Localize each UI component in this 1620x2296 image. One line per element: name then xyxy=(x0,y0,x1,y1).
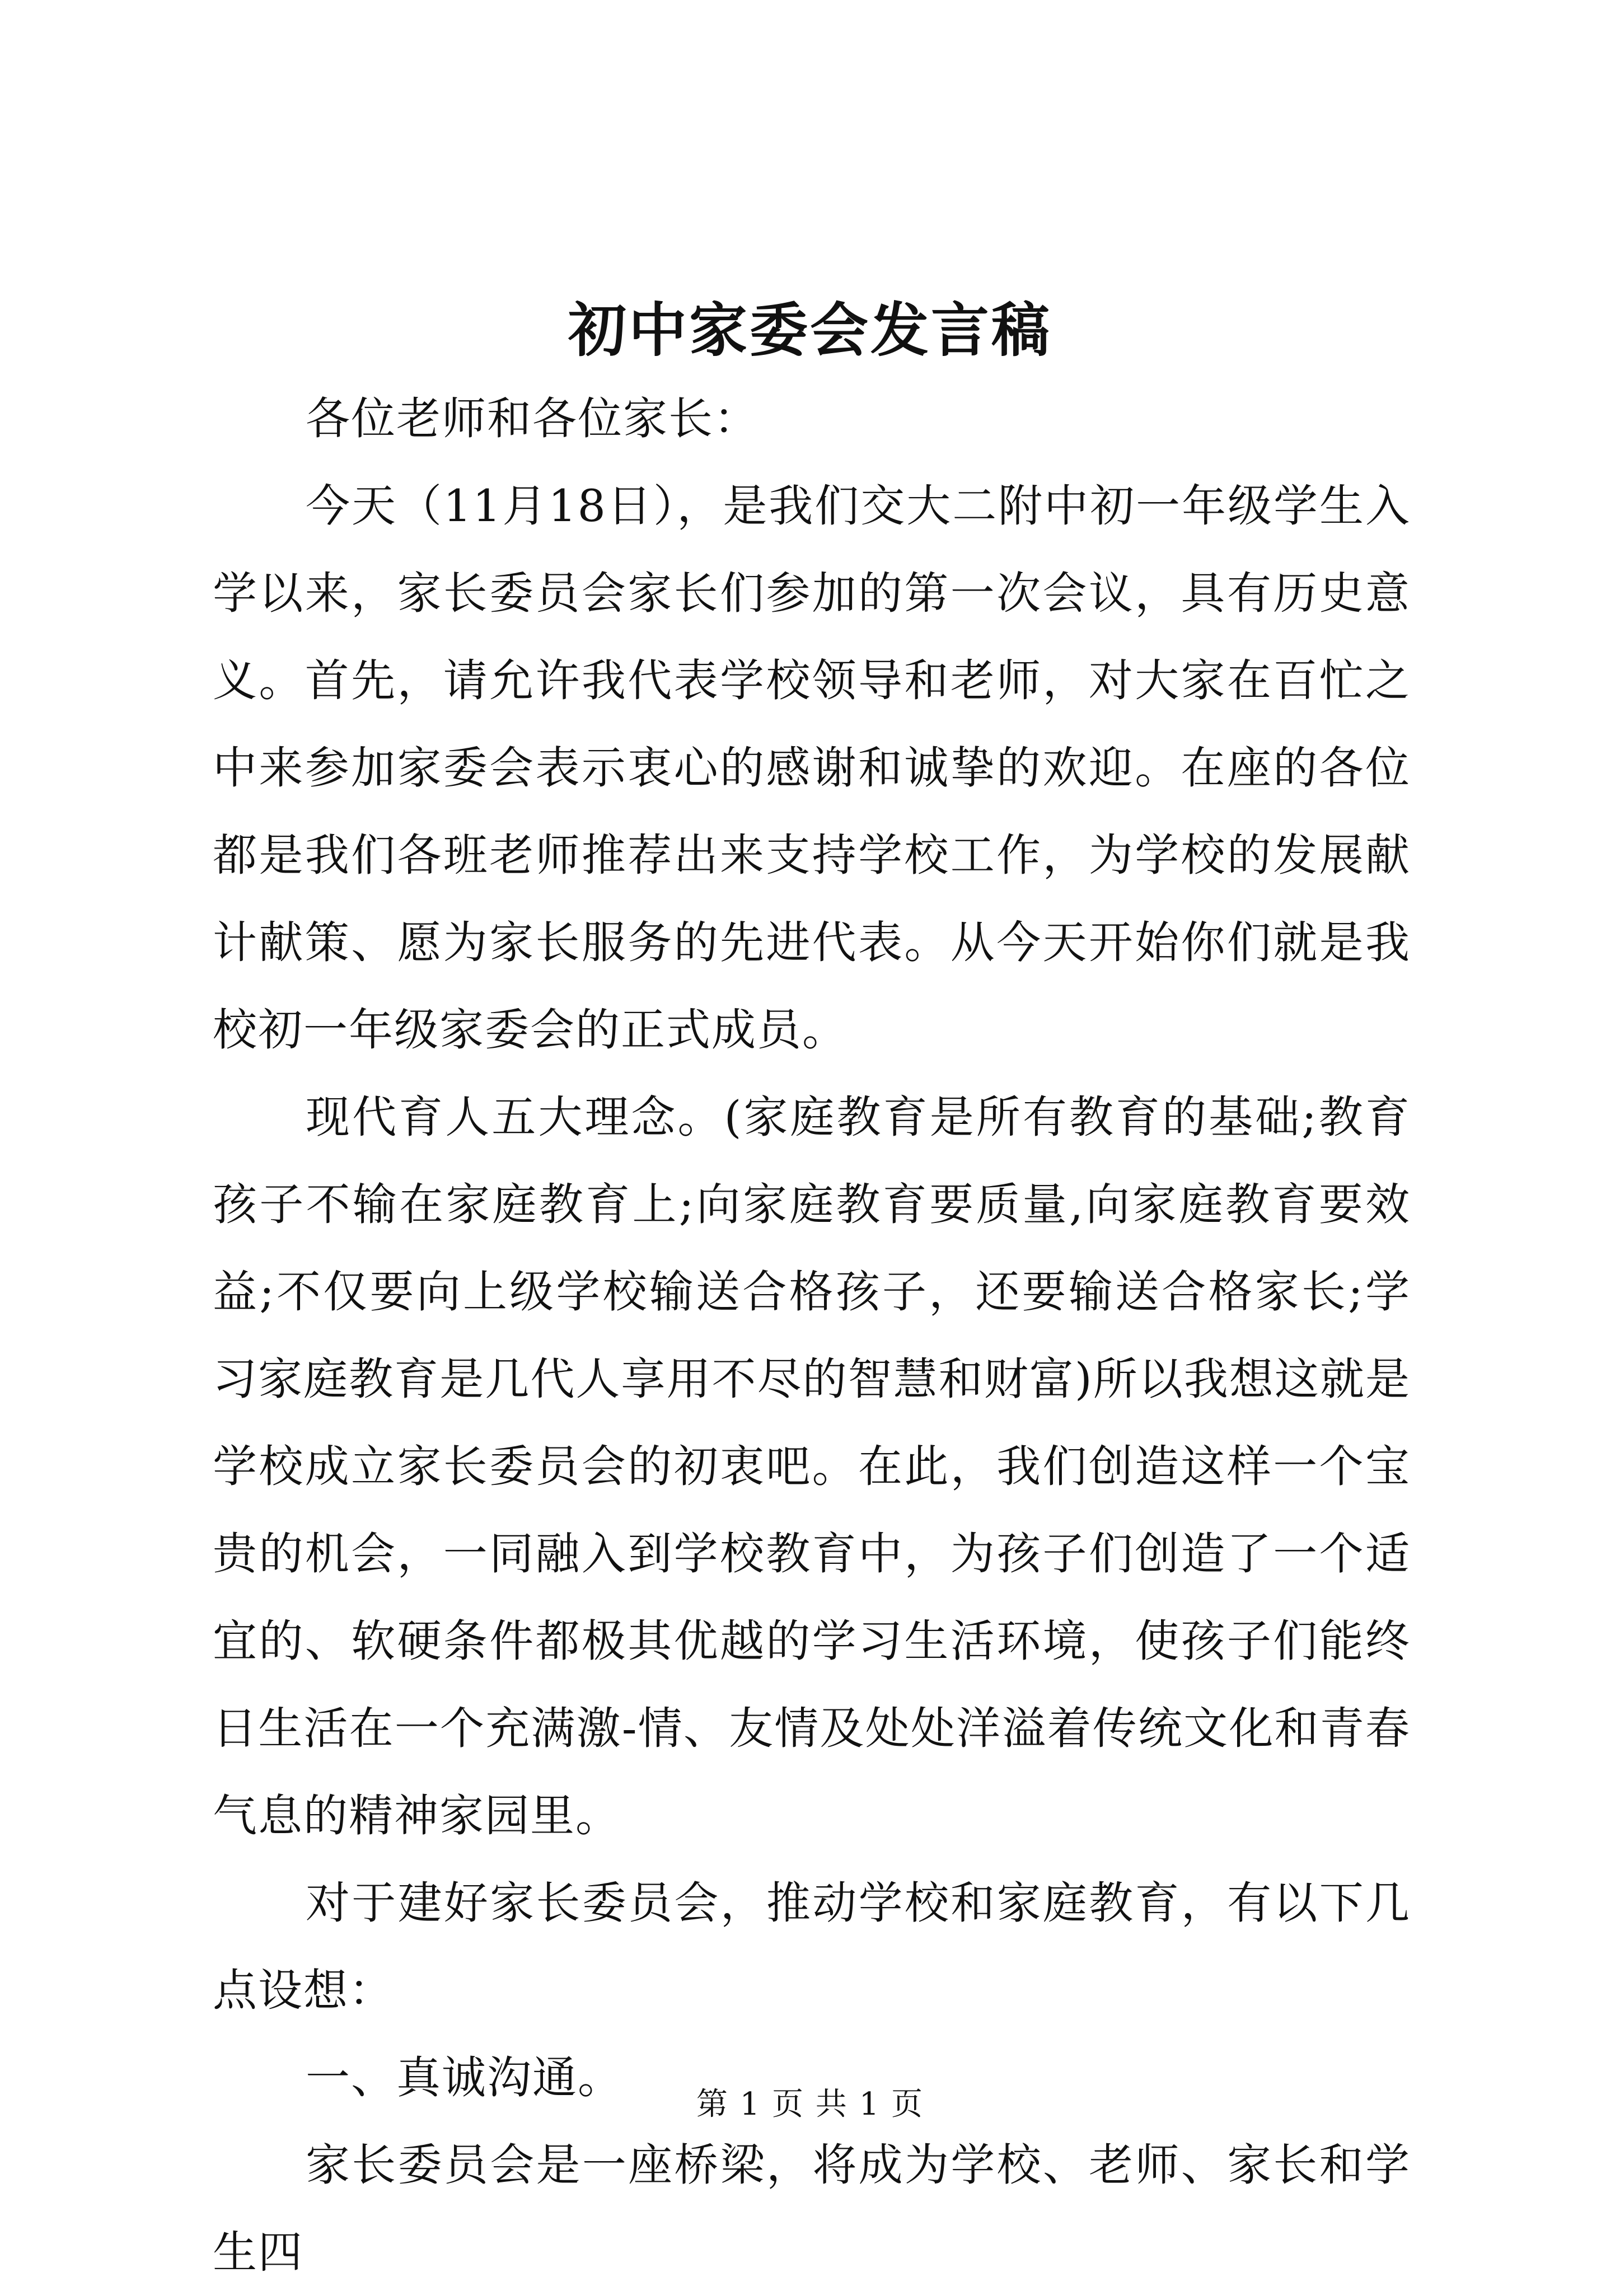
paragraph-bridge: 家长委员会是一座桥梁，将成为学校、老师、家长和学生四 xyxy=(213,2139,1411,2278)
paragraph-proposals-intro: 对于建好家长委员会，推动学校和家庭教育，有以下几点设想： xyxy=(213,1877,1411,2016)
section-heading-communication: 一、真诚沟通。 xyxy=(306,2052,623,2103)
document-title: 初中家委会发言稿 xyxy=(568,296,1052,364)
document-body xyxy=(213,375,1411,2296)
salutation: 各位老师和各位家长： xyxy=(306,393,759,444)
page-number-footer: 第 1 页 共 1 页 xyxy=(696,2086,924,2122)
paragraph-philosophy: 现代育人五大理念。(家庭教育是所有教育的基础;教育孩子不输在家庭教育上;向家庭教育要质量,向家庭教育要效益;不仅要向上级学校输送合格孩子，还要输送合格家长;学习家庭教育是几代人享用不尽的智慧和财富)所以我想这就是学校成立家长委员会的初衷吧。在此，我们创造这样一个宝贵的机会，一同融入到学校教育中，为孩子们创造了一个适宜的、软硬条件都极其优越的学习生活环境，使孩子们能终日生活在一个充满激-情、友情及处处洋溢着传统文化和青春气息的精神家园里。 xyxy=(213,1091,1411,1842)
paragraph-opening: 今天（11月18日），是我们交大二附中初一年级学生入学以来，家长委员会家长们参加的第一次会议，具有历史意义。首先，请允许我代表学校领导和老师，对大家在百忙之中来参加家委会表示衷心的感谢和诚挚的欢迎。在座的各位都是我们各班老师推荐出来支持学校工作，为学校的发展献计献策、愿为家长服务的先进代表。从今天开始你们就是我校初一年级家委会的正式成员。 xyxy=(213,480,1411,1056)
